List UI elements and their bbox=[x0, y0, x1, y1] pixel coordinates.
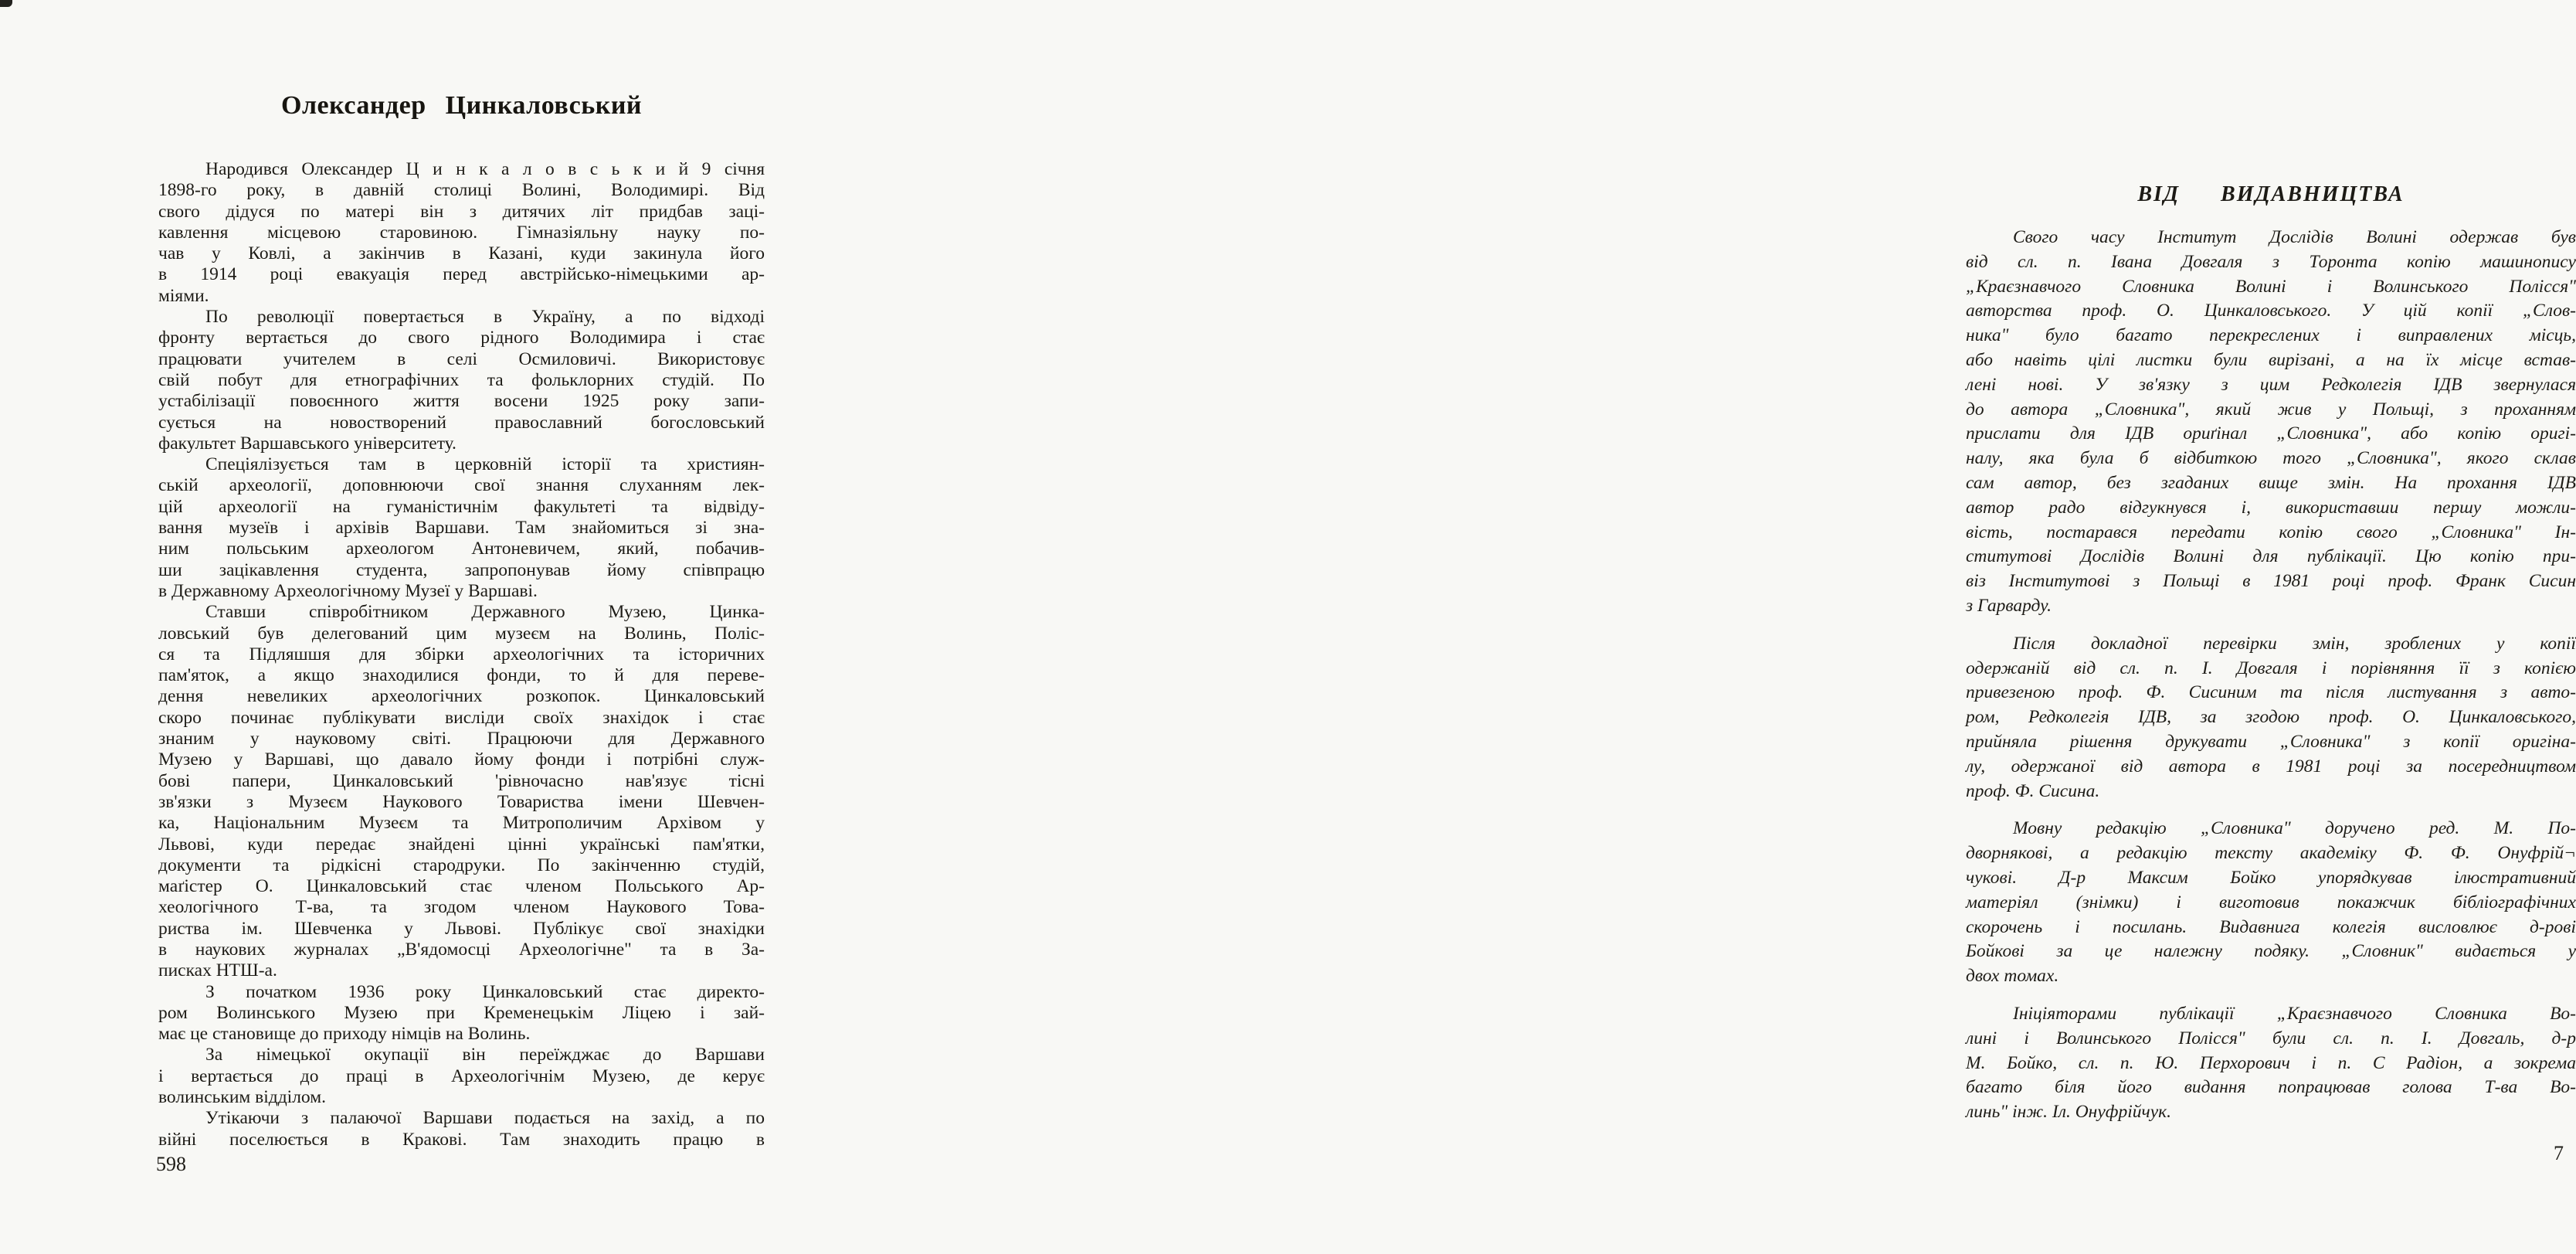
text-line: „Краєзнавчого Словника Волині і Волинського Полісся" bbox=[1966, 276, 2576, 297]
right-text-column bbox=[1966, 226, 2576, 1125]
text-line: вість, постарався передати копію свого „Словника" Ін- bbox=[1966, 522, 2576, 542]
text-line: З початком 1936 року Цинкаловський стає директо- bbox=[205, 981, 765, 1002]
text-line: або навіть цілі листки були вирізані, а на їх місце встав- bbox=[1966, 349, 2576, 370]
text-line: ром Волинського Музею при Кременецькім Ліцею і зай- bbox=[158, 1002, 765, 1023]
paragraph bbox=[158, 1108, 765, 1150]
text-line: має це становище до приходу німців на Волинь. bbox=[158, 1024, 531, 1045]
text-line: Музею у Варшаві, що давало йому фонди і потрібні служ- bbox=[158, 749, 765, 770]
paragraph bbox=[1966, 632, 2576, 804]
left-text-column bbox=[158, 159, 765, 1150]
text-line: линь" інж. Іл. Онуфрійчук. bbox=[1966, 1102, 2171, 1123]
text-line: фронту вертається до свого рідного Володимира і стає bbox=[158, 328, 765, 348]
text-line: знаним у науковому світі. Працюючи для Державного bbox=[158, 729, 765, 749]
text-line: документи та рідкісні стародруки. По закінченню студій, bbox=[158, 855, 765, 875]
text-line: Народився Олександер Ц и н к а л о в с ь к и й 9 січня bbox=[205, 159, 765, 179]
book-page-left bbox=[0, 0, 904, 1254]
text-line: в наукових журналах „В'ядомосці Археологічне" та в За- bbox=[158, 939, 765, 960]
page-number-right: 7 bbox=[2554, 1142, 2564, 1164]
text-line: цій археології на гуманістичнім факультеті та відвіду- bbox=[158, 496, 765, 517]
text-line: віз Інститутові з Польщі в 1981 році проф. Франк Сисин bbox=[1966, 571, 2576, 592]
text-line: прийняла рішення друкувати „Словника" з копії оригіна- bbox=[1966, 731, 2576, 752]
text-line: ловський був делегований цим музеєм на Волинь, Поліс- bbox=[158, 623, 765, 644]
text-line: скорочень і посилань. Видавнига колегія висловлює д-рові bbox=[1966, 916, 2576, 937]
page-title: Олександер Цинкаловський bbox=[281, 91, 642, 120]
text-line: дворнякові, а редакцію тексту академіку Ф. Ф. Онуфрій¬ bbox=[1966, 843, 2576, 864]
text-line: М. Бойко, сл. п. Ю. Перхорович і п. С Радіон, а зокрема bbox=[1966, 1052, 2576, 1073]
text-line: в Державному Археологічному Музеї у Варшаві. bbox=[158, 580, 538, 601]
text-line: факультет Варшавського університету. bbox=[158, 433, 456, 454]
text-line: налу, яка була б відбиткою того „Словника", якого склав bbox=[1966, 448, 2576, 469]
text-line: до автора „Словника", який жив у Польщі, з проханням bbox=[1966, 399, 2576, 420]
text-line: ника" було багато перекреслених і виправлених місць, bbox=[1966, 325, 2576, 346]
text-line: Свого часу Інститут Дослідів Волині одержав був bbox=[2013, 227, 2576, 247]
section-heading: ВІД ВИДАВНИЦТВА bbox=[2137, 182, 2405, 206]
text-line: Спеціялізується там в церковній історії та християн- bbox=[205, 454, 765, 475]
text-line: ся та Підляшшя для збірки археологічних та історичних bbox=[158, 644, 765, 664]
text-line: скоро починає публікувати висліди своїх знахідок і стає bbox=[158, 707, 765, 728]
paragraph bbox=[158, 602, 765, 981]
paragraph bbox=[1966, 817, 2576, 989]
text-line: двох томах. bbox=[1966, 966, 2059, 987]
paragraph bbox=[158, 307, 765, 454]
text-line: 1898-го року, в давній столиці Волині, Володимирі. Від bbox=[158, 180, 765, 201]
text-line: лині і Волинського Полісся" були сл. п. І. Довгаль, д-р bbox=[1966, 1028, 2576, 1048]
text-line: з Гарварду. bbox=[1966, 595, 2052, 616]
text-line: чукові. Д-р Максим Бойко упорядкував ілюстративний bbox=[1966, 867, 2576, 888]
text-line: сам автор, без згаданих вище змін. На прохання ІДВ bbox=[1966, 472, 2576, 493]
text-line: свого дідуся по матері він з дитячих літ придбав заці- bbox=[158, 201, 765, 222]
text-line: писках НТШ-а. bbox=[158, 960, 277, 981]
text-line: міями. bbox=[158, 285, 209, 306]
text-line: ши зацікавлення студента, запропонував йому співпрацю bbox=[158, 559, 765, 580]
text-line: Бойкові за це належну подяку. „Словник" видається у bbox=[1966, 941, 2576, 962]
text-line: матеріял (знімки) і виготовив покажчик бібліографічних bbox=[1966, 892, 2576, 912]
text-line: Утікаючи з палаючої Варшави подається на захід, а по bbox=[205, 1108, 765, 1129]
text-line: багато біля його видання попрацював голова Т-ва Во- bbox=[1966, 1077, 2576, 1098]
text-line: і вертається до праці в Археологічнім Музею, де керує bbox=[158, 1065, 765, 1086]
text-line: від сл. п. Івана Довгаля з Торонта копію машинопису bbox=[1966, 251, 2576, 272]
text-line: ській археології, доповнюючи свої знання слуханням лек- bbox=[158, 475, 765, 496]
text-line: Після докладної перевірки змін, зроблених у копії bbox=[2013, 633, 2576, 654]
text-line: бові папери, Цинкаловський 'рівночасно нав'язує тісні bbox=[158, 770, 765, 791]
text-line: лу, одержаної від автора в 1981 році за посередництвом bbox=[1966, 756, 2576, 777]
text-line: зв'язки з Музеєм Наукового Товариства імени Шевчен- bbox=[158, 791, 765, 812]
paragraph bbox=[158, 454, 765, 602]
text-line: в 1914 році евакуація перед австрійсько-німецькими ар- bbox=[158, 264, 765, 285]
text-line: автор радо відгукнувся і, використавши першу можли- bbox=[1966, 497, 2576, 518]
text-line: кавлення місцевою старовиною. Гімназіяльну науку по- bbox=[158, 222, 765, 243]
text-line: Ініціяторами публікації „Краєзнавчого Словника Во- bbox=[2013, 1003, 2576, 1024]
text-line: По революції повертається в Україну, а по відході bbox=[205, 307, 765, 328]
text-line: війні поселюється в Кракові. Там знаходить працю в bbox=[158, 1129, 765, 1150]
text-line: прислати для ІДВ ориґінал „Словника", або копію оригі- bbox=[1966, 423, 2576, 444]
text-line: проф. Ф. Сисина. bbox=[1966, 780, 2100, 801]
text-line: ститутові Дослідів Волині для публікації. Цю копію при- bbox=[1966, 546, 2576, 567]
text-line: устабілізації повоєнного життя восени 1925 року запи- bbox=[158, 391, 765, 412]
text-line: Ставши співробітником Державного Музею, Цинка- bbox=[205, 602, 765, 623]
text-line: риства ім. Шевченка у Львові. Публікує свої знахідки bbox=[158, 918, 765, 939]
book-page-right bbox=[904, 0, 2576, 1254]
text-line: привезеною проф. Ф. Сисиним та після листування з авто- bbox=[1966, 682, 2576, 703]
paragraph bbox=[158, 1045, 765, 1108]
text-line: ром, Редколегія ІДВ, за згодою проф. О. Цинкаловського, bbox=[1966, 707, 2576, 728]
text-line: ка, Національним Музеєм та Митрополичим Архівом у bbox=[158, 813, 765, 834]
text-line: свій побут для етнографічних та фольклорних студій. По bbox=[158, 369, 765, 390]
paragraph bbox=[1966, 1002, 2576, 1125]
text-line: сується на новостворений православний богословський bbox=[158, 412, 765, 433]
text-line: Львові, куди передає знайдені цінні українські пам'ятки, bbox=[158, 834, 765, 855]
text-line: За німецької окупації він переїжджає до Варшави bbox=[205, 1045, 765, 1065]
text-line: авторства проф. О. Цинкаловського. У цій копії „Слов- bbox=[1966, 301, 2576, 321]
text-line: лені нові. У зв'язку з цим Редколегія ІДВ звернулася bbox=[1966, 374, 2576, 395]
text-line: працювати учителем в селі Осмиловичі. Використовує bbox=[158, 348, 765, 369]
text-line: волинським відділом. bbox=[158, 1087, 326, 1108]
paragraph bbox=[158, 159, 765, 307]
text-line: Мовну редакцію „Словника" доручено ред. М. По- bbox=[2013, 818, 2576, 839]
text-line: ним польським археологом Антоневичем, який, побачив- bbox=[158, 539, 765, 559]
text-line: чав у Ковлі, а закінчив в Казані, куди закинула його bbox=[158, 243, 765, 264]
text-line: пам'яток, а якщо знаходилися фонди, то й для переве- bbox=[158, 665, 765, 686]
paragraph bbox=[158, 982, 765, 1045]
text-line: одержаній від сл. п. І. Довгаля і порівняння її з копією bbox=[1966, 658, 2576, 678]
text-line: вання музеїв і архівів Варшави. Там знайомиться зі зна- bbox=[158, 518, 765, 539]
paragraph bbox=[1966, 226, 2576, 619]
text-line: маґістер О. Цинкаловський стає членом Польського Ар- bbox=[158, 876, 765, 897]
text-line: дення невеликих археологічних розкопок. Цинкаловський bbox=[158, 686, 765, 707]
page-number-left: 598 bbox=[156, 1153, 186, 1175]
text-line: хеологічного Т-ва, та згодом членом Наукового Това- bbox=[158, 897, 765, 918]
